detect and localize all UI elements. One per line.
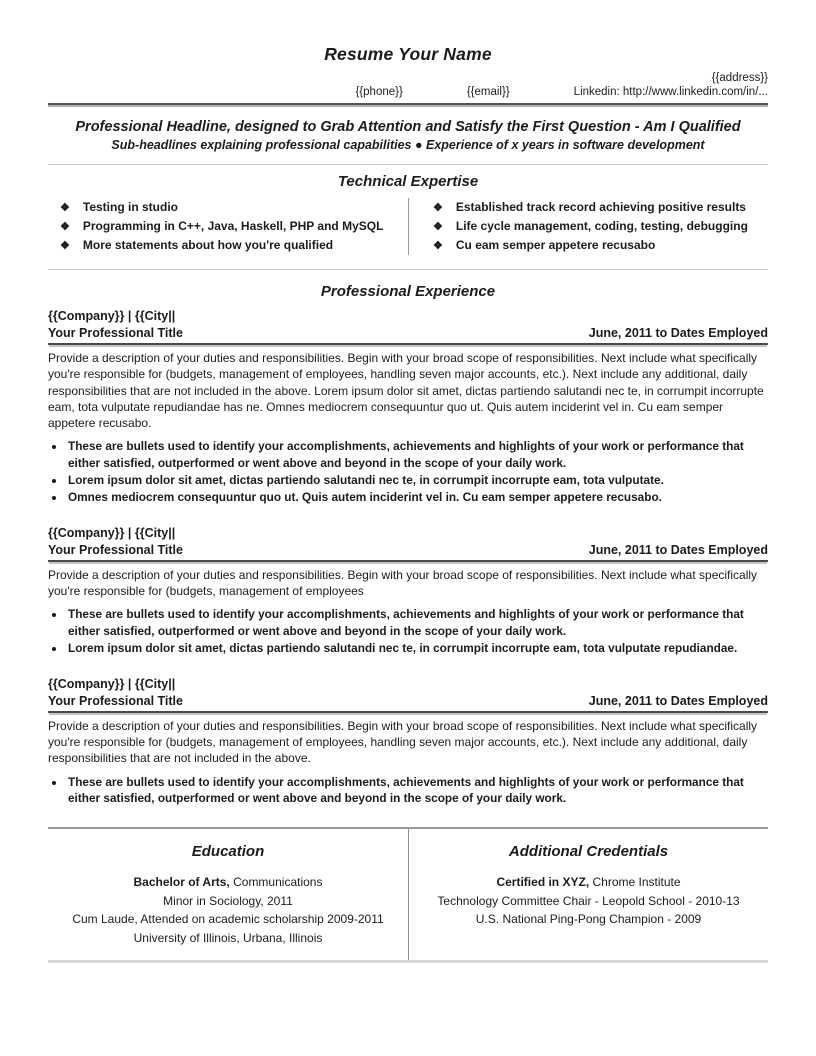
diamond-bullet-icon: ❖ [433, 202, 443, 214]
list-item: • These are bullets used to identify your accomplishments, achievements and highlights of your work or performance that either satisfied, outperformed or went above and beyond in the scope of your daily work. [66, 438, 768, 472]
contact-row [48, 86, 768, 103]
skill-text: Testing in studio [82, 200, 178, 214]
skill-text: Life cycle management, coding, testing, debugging [455, 219, 748, 233]
technical-expertise-left-column [48, 198, 408, 255]
list-item [433, 198, 768, 217]
email-placeholder: {{email}} [466, 86, 510, 98]
education-line: Cum Laude, Attended on academic scholarship 2009-2011 [72, 912, 384, 927]
job-dates: June, 2011 to Dates Employed [588, 693, 768, 708]
skill-text: Programming in C++, Java, Haskell, PHP and MySQL [82, 219, 384, 233]
job-dates: June, 2011 to Dates Employed [588, 326, 768, 340]
list-item: • Lorem ipsum dolor sit amet, dictas partiendo salutandi nec te, in corrumpit incorrupte eam, tota vulputate. [66, 472, 768, 489]
job-bullet-list [48, 774, 768, 808]
address-placeholder: {{address}} [711, 72, 768, 84]
section-divider [48, 269, 768, 270]
credential-line: U.S. National Ping-Pong Champion - 2009 [475, 912, 702, 927]
education-lines [58, 873, 398, 947]
credential-line: Certified in XYZ, Chrome Institute [496, 875, 681, 890]
linkedin-link[interactable]: Linkedin: http://www.linkedin.com/in/... [573, 86, 768, 98]
education-line: University of Illinois, Urbana, Illinois [133, 930, 323, 945]
list-item [60, 217, 408, 236]
job-title-row [48, 693, 768, 713]
skill-text: Cu eam semper appetere recusabo [455, 238, 656, 252]
diamond-bullet-icon: ❖ [433, 240, 443, 252]
list-item [60, 236, 408, 255]
job-bullet-list [48, 438, 768, 505]
list-item: • Omnes mediocrem consequuntur quo ut. Quis autem inciderint vel in. Cu eam semper appetere recusabo. [66, 489, 768, 506]
job-title-row [48, 325, 768, 345]
list-item: • These are bullets used to identify your accomplishments, achievements and highlights of your work or performance that either satisfied, outperformed or went above and beyond in the scope of your daily work. [66, 774, 768, 808]
education-line: Bachelor of Arts, Communications [133, 875, 323, 890]
page-title: Resume Your Name [324, 44, 492, 64]
technical-expertise-right-column [408, 198, 768, 255]
job-title: Your Professional Title [48, 326, 183, 340]
job-description: Provide a description of your duties and responsibilities. Begin with your broad scope of responsibilities. Next include what specifically you're responsible for (budgets, management of employees, handling seven major accounts, etc.). Next include any additional, daily responsibilities that are not included in the above. Lorem ipsum dolor sit amet, dictas partiendo salutandi nec te, in corrumpit incorrupte eam, tota vulputate repudiandae has ne. Omnes mediocrem consequuntur quo ut. Quis autem inciderint vel in. Cu eam semper appetere recusabo. [48, 351, 764, 431]
professional-headline: Professional Headline, designed to Grab Attention and Satisfy the First Question - Am I Qualified [75, 119, 741, 135]
technical-expertise-columns [48, 198, 768, 263]
section-title-professional-experience: Professional Experience [320, 283, 496, 300]
credentials-lines [419, 873, 758, 929]
skill-text: Established track record achieving positive results [455, 200, 746, 214]
job-title: Your Professional Title [48, 542, 183, 557]
education-line: Minor in Sociology, 2011 [163, 893, 293, 908]
list-item [60, 198, 408, 217]
job-entry [48, 525, 768, 657]
job-entry [48, 676, 768, 807]
company-line: {{Company}} | {{City|| [48, 309, 176, 323]
job-entry [48, 308, 768, 506]
credentials-column [408, 829, 768, 960]
job-description: Provide a description of your duties and responsibilities. Begin with your broad scope of responsibilities. Next include what specifically you're responsible for (budgets, management of employees [48, 567, 758, 598]
footer-section [48, 827, 768, 963]
company-line: {{Company}} | {{City|| [48, 525, 176, 540]
header-divider [48, 103, 768, 107]
sub-headline: Sub-headlines explaining professional capabilities ● Experience of x years in software development [111, 138, 705, 152]
list-item: • Lorem ipsum dolor sit amet, dictas partiendo salutandi nec te, in corrumpit incorrupte eam, tota vulputate repudiandae. [66, 640, 768, 657]
education-column [48, 829, 408, 960]
diamond-bullet-icon: ❖ [60, 240, 70, 252]
job-description: Provide a description of your duties and responsibilities. Begin with your broad scope of responsibilities. Next include what specifically you're responsible for (budgets, management of employees, handling seven major accounts, etc.). Next include any additional, daily responsibilities that are not included in the above. [48, 718, 758, 766]
section-title-additional-credentials: Additional Credentials [508, 843, 669, 861]
list-item [433, 217, 768, 236]
credential-line: Technology Committee Chair - Leopold School - 2010-13 [437, 893, 740, 908]
list-item: • These are bullets used to identify your accomplishments, achievements and highlights of your work or performance that either satisfied, outperformed or went above and beyond in the scope of your daily work. [66, 606, 768, 640]
diamond-bullet-icon: ❖ [60, 221, 70, 233]
phone-placeholder: {{phone}} [355, 86, 403, 98]
skill-text: More statements about how you're qualified [82, 238, 334, 252]
section-divider [48, 164, 768, 165]
section-title-education: Education [191, 843, 265, 861]
diamond-bullet-icon: ❖ [433, 221, 443, 233]
job-dates: June, 2011 to Dates Employed [588, 542, 768, 557]
section-title-technical-expertise: Technical Expertise [337, 173, 479, 190]
job-bullet-list [48, 606, 768, 656]
job-title-row [48, 542, 768, 562]
list-item [433, 236, 768, 255]
company-line: {{Company}} | {{City|| [48, 676, 176, 691]
job-title: Your Professional Title [48, 693, 183, 708]
diamond-bullet-icon: ❖ [60, 202, 70, 214]
